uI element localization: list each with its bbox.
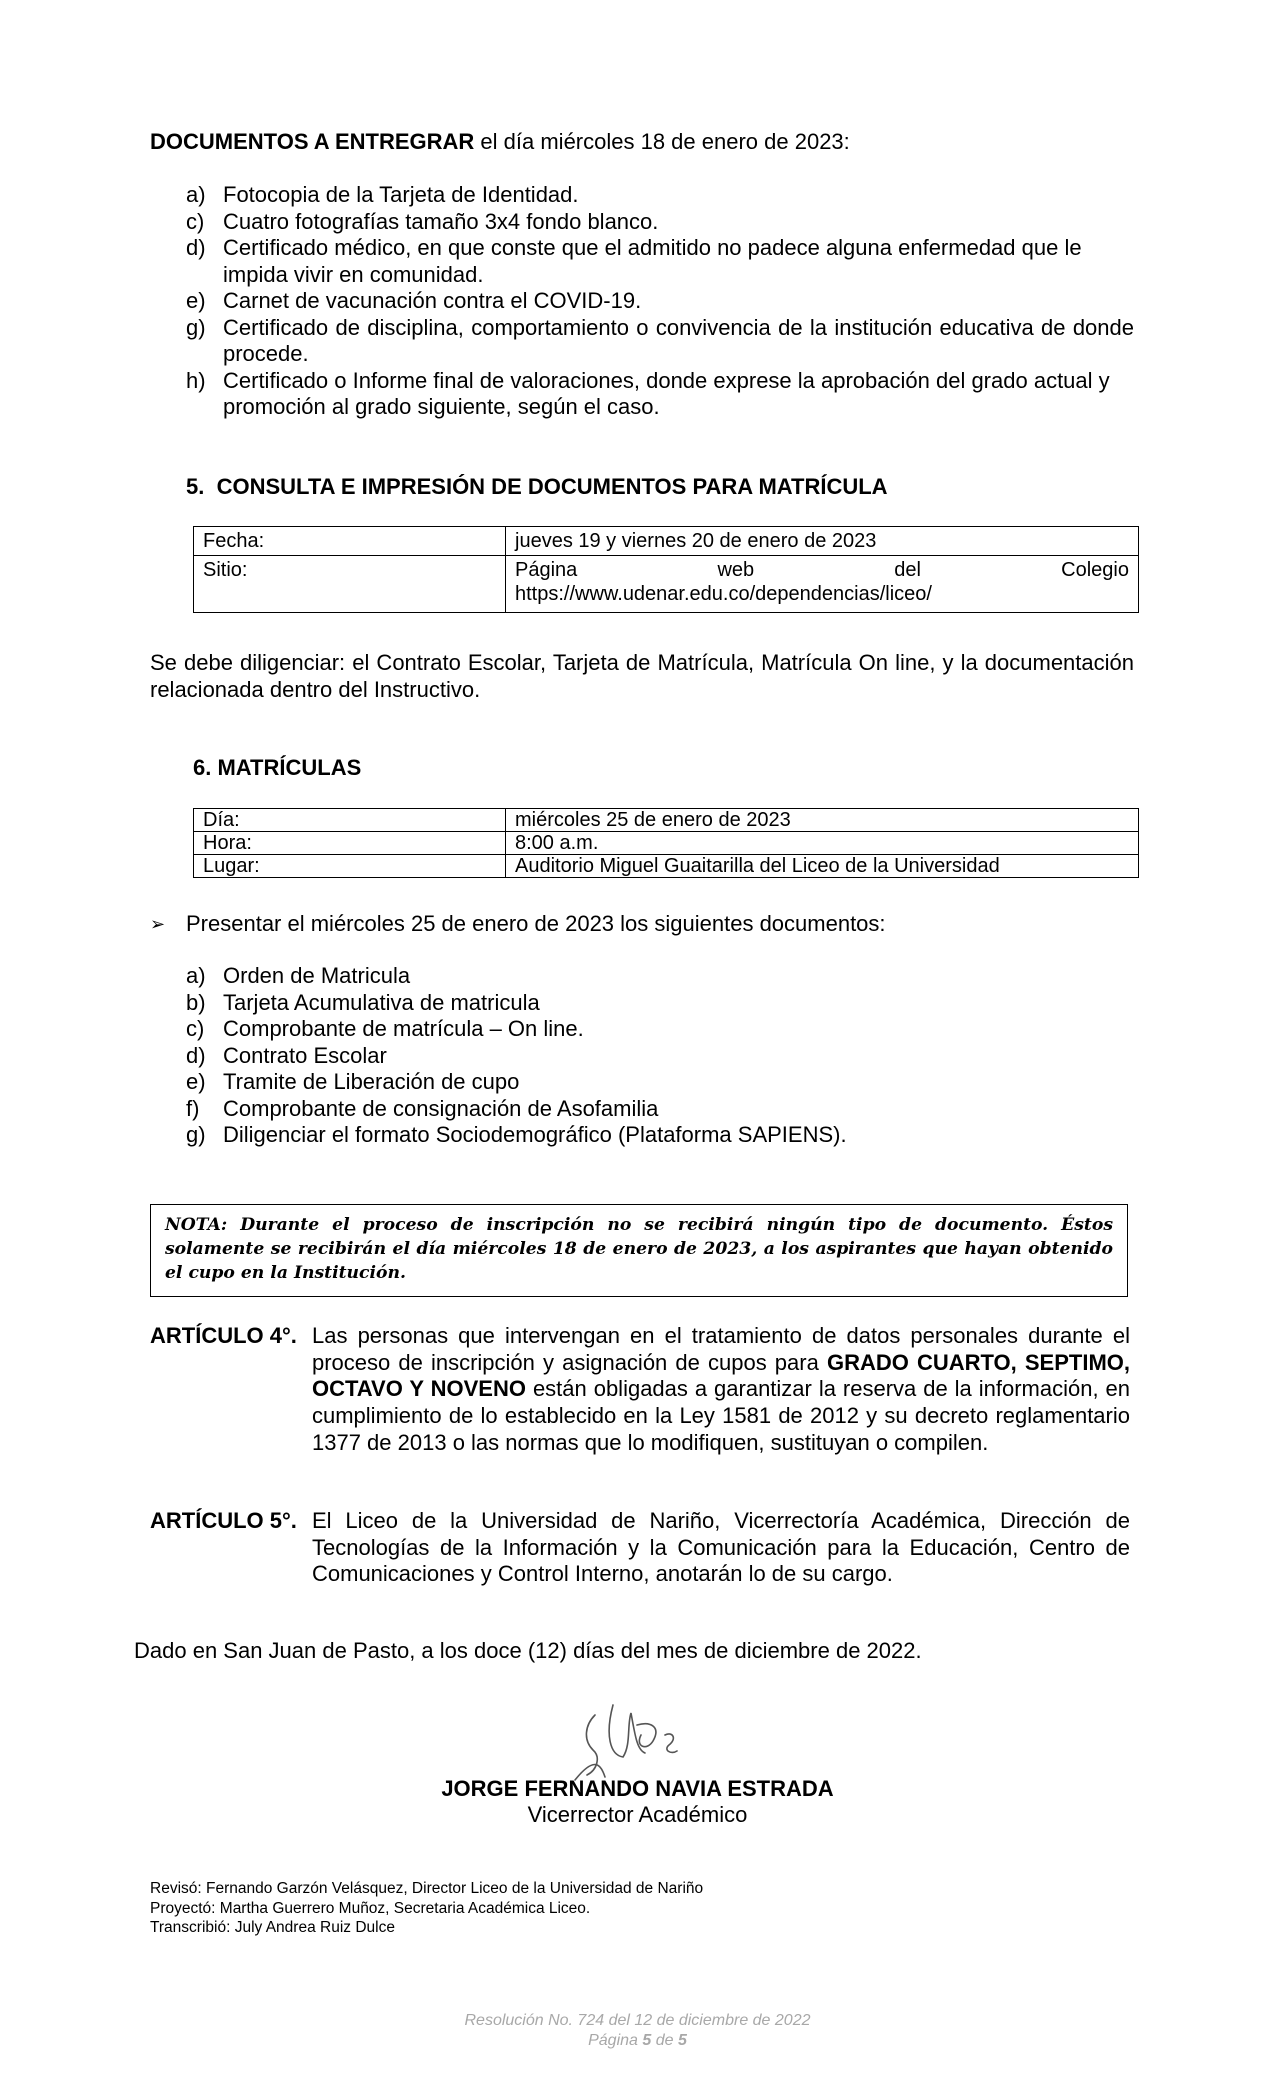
section5-paragraph: Se debe diligenciar: el Contrato Escolar, Tarjeta de Matrícula, Matrícula On line, y la documentación relacionada dentro del Instructivo. (150, 650, 1134, 702)
list-item: g) Diligenciar el formato Sociodemográfico (Plataforma SAPIENS). (186, 1122, 847, 1147)
list-item: g) Certificado de disciplina, comportamiento o convivencia de la institución educativa de donde procede. (186, 314, 1134, 366)
documents-heading-bold: DOCUMENTOS A ENTREGRAR (150, 129, 475, 154)
articulo-4-label: ARTÍCULO 4°. (150, 1323, 297, 1348)
footer-resolution: Resolución No. 724 del 12 de diciembre de 2022 (464, 2012, 811, 2029)
fecha-label: Fecha: (194, 527, 506, 556)
articulo-5-label: ARTÍCULO 5°. (150, 1508, 297, 1533)
list-item: a) Fotocopia de la Tarjeta de Identidad. (186, 182, 579, 207)
table-row: Hora: 8:00 a.m. (194, 832, 1139, 855)
page-number: 5 (642, 2032, 652, 2049)
documents-list (186, 182, 1134, 421)
page-total: 5 (677, 2032, 687, 2049)
matricula-documents-list (186, 963, 1134, 1149)
present-text: Presentar el miércoles 25 de enero de 2023 los siguientes documentos: (186, 911, 886, 936)
list-item: a) Orden de Matricula (186, 963, 411, 988)
arrow-bullet-icon: ➢ (150, 914, 166, 934)
fecha-value: jueves 19 y viernes 20 de enero de 2023 (506, 527, 1139, 556)
articulo-5 (150, 1508, 1134, 1598)
sitio-url: https://www.udenar.edu.co/dependencias/liceo/ (515, 583, 932, 605)
articulo-4 (150, 1323, 1134, 1493)
nota-box: NOTA: Durante el proceso de inscripción no se recibirá ningún tipo de documento. Éstos solamente se recibirán el día miércoles 18 de enero de 2023, a los aspirantes que hayan obtenido el cupo en la Institución. (150, 1204, 1128, 1297)
signature-role: Vicerrector Académico (527, 1802, 748, 1827)
dado-text: Dado en San Juan de Pasto, a los doce (12) días del mes de diciembre de 2022. (134, 1638, 922, 1663)
table-row: Lugar: Auditorio Miguel Guaitarilla del Liceo de la Universidad (194, 855, 1139, 878)
handwritten-signature-icon (565, 1695, 695, 1785)
table-row: Día: miércoles 25 de enero de 2023 (194, 809, 1139, 832)
list-item: h) Certificado o Informe final de valoraciones, donde exprese la aprobación del grado actual y promoción al grado siguiente, según el caso. (186, 367, 1110, 419)
documents-heading-rest: el día miércoles 18 de enero de 2023: (474, 129, 850, 154)
credit-proyecto: Proyectó: Martha Guerrero Muñoz, Secretaria Académica Liceo. (150, 1899, 591, 1917)
list-item: d) Contrato Escolar (186, 1042, 387, 1068)
section6-table (193, 808, 1139, 878)
signature-name: JORGE FERNANDO NAVIA ESTRADA (441, 1776, 834, 1801)
table-row (194, 556, 1139, 613)
sitio-label: Sitio: (194, 556, 506, 613)
sitio-value: Página web del Colegio https://www.udenar.edu.co/dependencias/liceo/ (506, 556, 1139, 613)
credits (150, 1879, 703, 1938)
list-item: c) Comprobante de matrícula – On line. (186, 1016, 584, 1041)
articulo-4-text: Las personas que intervengan en el tratamiento de datos personales durante el proceso de inscripción y asignación de cupos para GRADO CUARTO, SEPTIMO, OCTAVO Y NOVENO están obligadas a garantizar la reserva de la información, en cumplimiento de lo establecido en la Ley 1581 de 2012 y su decreto reglamentario 1377 de 2013 o las normas que lo modifiquen, sustituyan o compilen. (312, 1323, 1130, 1455)
list-item: b) Tarjeta Acumulativa de matricula (186, 989, 540, 1015)
documents-heading (150, 129, 850, 156)
credit-transcribio: Transcribió: July Andrea Ruiz Dulce (150, 1919, 395, 1936)
section6-title: 6. MATRÍCULAS (193, 755, 362, 780)
list-item: f) Comprobante de consignación de Asofamilia (186, 1095, 659, 1121)
credit-reviso: Revisó: Fernando Garzón Velásquez, Director Liceo de la Universidad de Nariño (150, 1880, 704, 1897)
articulo-5-text: El Liceo de la Universidad de Nariño, Vicerrectoría Académica, Dirección de Tecnologías de la Información y la Comunicación para la Educación, Centro de Comunicaciones y Control Interno, anotarán lo de su cargo. (312, 1508, 1130, 1587)
footer-page: Página 5 de 5 (588, 2032, 687, 2049)
list-item: e) Tramite de Liberación de cupo (186, 1069, 520, 1094)
list-item: d) Certificado médico, en que conste que el admitido no padece alguna enfermedad que le impida vivir en comunidad. (186, 235, 1082, 287)
table-row (194, 527, 1139, 556)
section5-table (193, 526, 1139, 613)
list-item: c) Cuatro fotografías tamaño 3x4 fondo blanco. (186, 208, 659, 234)
list-item: e) Carnet de vacunación contra el COVID-19. (186, 288, 642, 313)
section5-title: 5. CONSULTA E IMPRESIÓN DE DOCUMENTOS PARA MATRÍCULA (186, 474, 888, 499)
